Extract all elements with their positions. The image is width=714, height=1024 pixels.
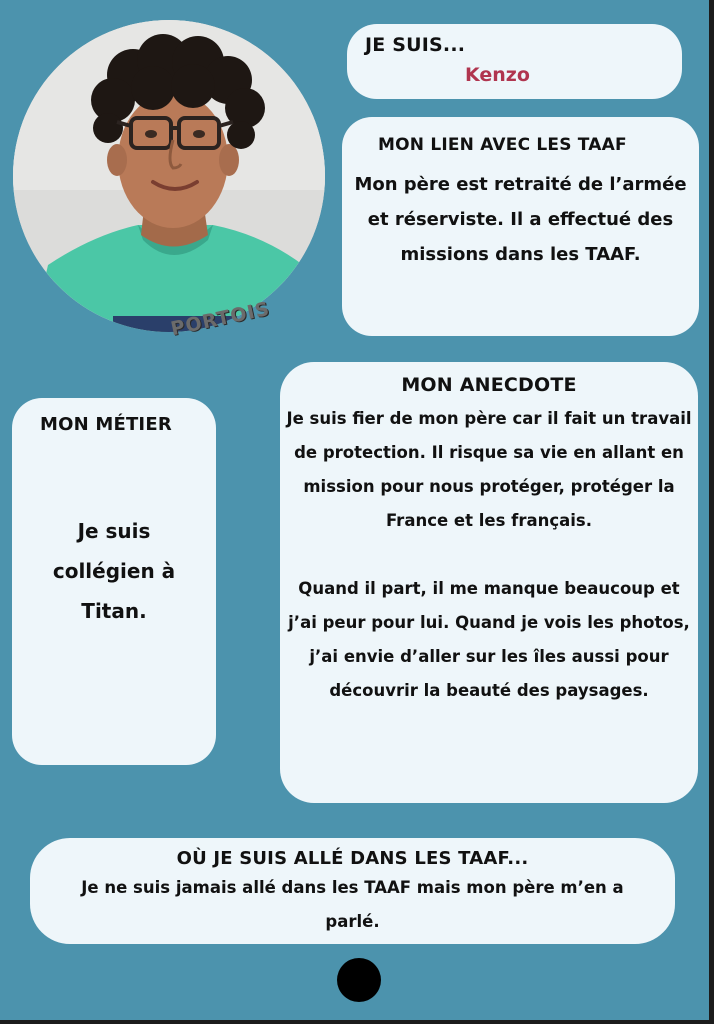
photo-watermark: PORTOIS (168, 297, 272, 341)
profile-photo (13, 20, 325, 332)
link-heading: MON LIEN AVEC LES TAAF (378, 135, 627, 155)
where-text: Je ne suis jamais allé dans les TAAF mais mon père m’en a parlé. (81, 878, 624, 931)
job-heading: MON MÉTIER (40, 414, 172, 435)
intro-card (347, 24, 682, 99)
job-card (12, 398, 216, 765)
link-text: Mon père est retraité de l’armée et réserviste. Il a effectué des missions dans les TAAF. (354, 174, 687, 265)
where-heading: OÙ JE SUIS ALLÉ DANS LES TAAF... (176, 848, 529, 869)
page-dot (337, 958, 381, 1002)
anecdote-paragraph-2: Quand il part, il me manque beaucoup et j’ai peur pour lui. Quand je vois les photos, j’ai envie d’aller sur les îles aussi pour découvrir la beauté des paysages. (288, 579, 690, 700)
anecdote-paragraph-1: Je suis fier de mon père car il fait un travail de protection. Il risque sa vie en allant en mission pour nous protéger, protéger la France et les français. (286, 409, 692, 530)
anecdote-heading: MON ANECDOTE (401, 374, 577, 396)
anecdote-card (280, 362, 698, 803)
where-card (30, 838, 675, 944)
boy-portrait-illustration (13, 20, 325, 332)
job-text: Je suis collégien à Titan. (52, 519, 176, 623)
intro-name: Kenzo (465, 64, 530, 86)
intro-heading: JE SUIS... (365, 34, 466, 56)
link-card (342, 117, 699, 336)
